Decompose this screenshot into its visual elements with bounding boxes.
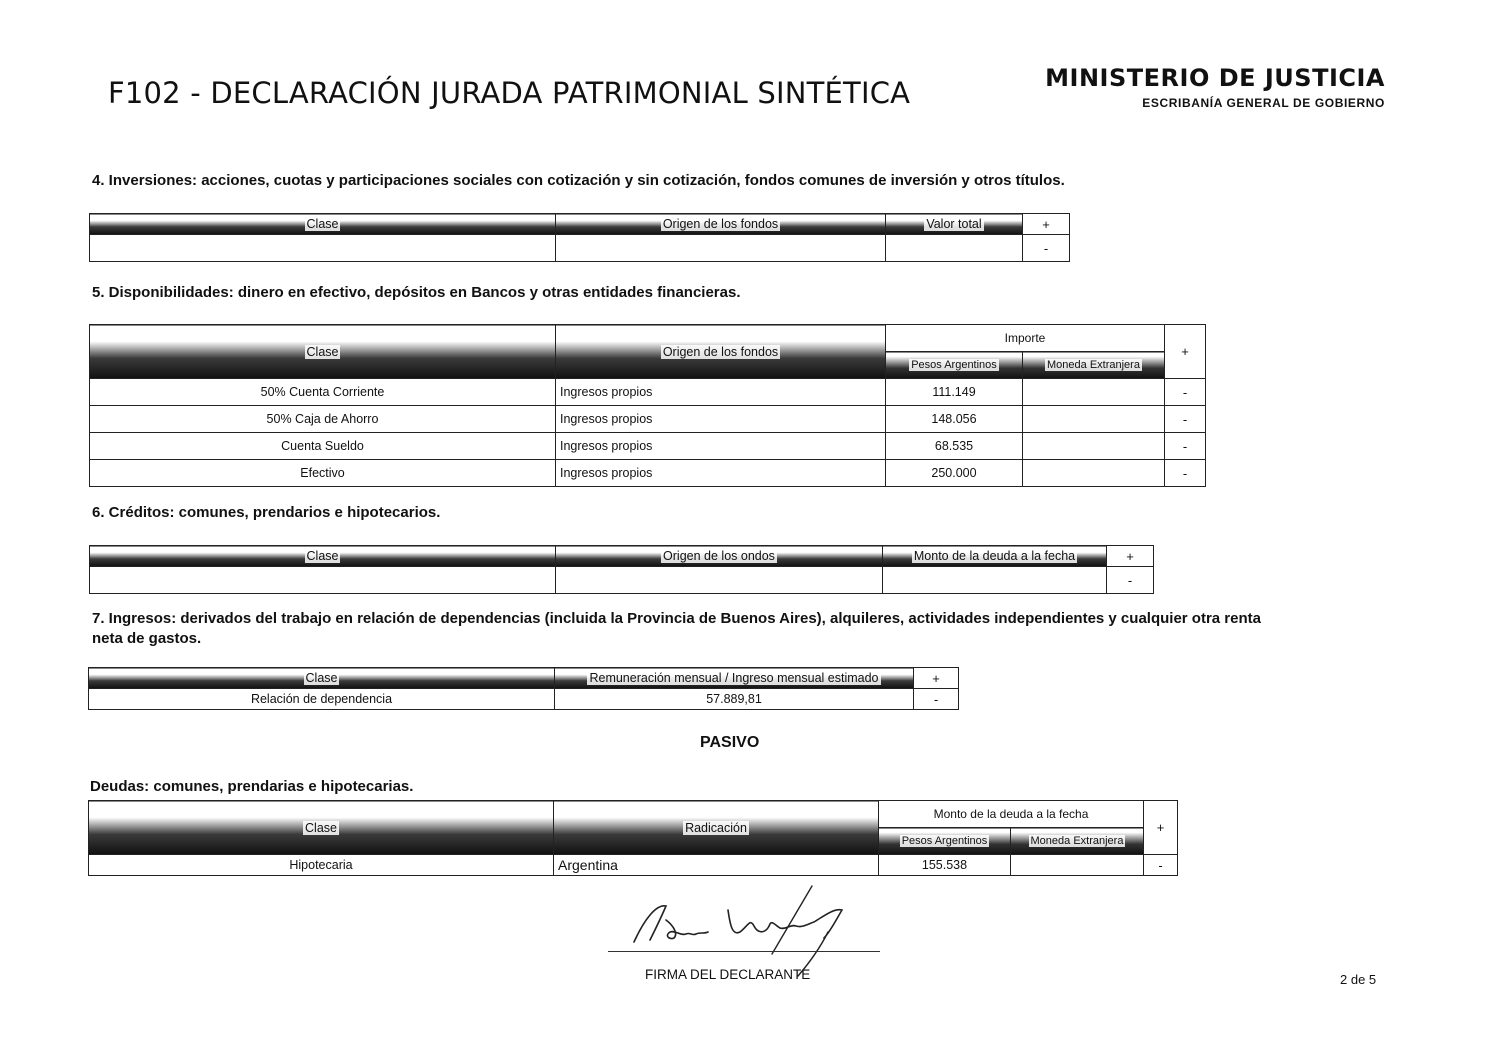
remove-row-button[interactable]: - — [1165, 379, 1206, 406]
col-header-pesos: Pesos Argentinos — [886, 352, 1023, 379]
credits-table — [89, 545, 1154, 594]
deudas-title: Deudas: comunes, prendarias e hipotecarias. — [90, 778, 414, 795]
col-header-remuneracion: Remuneración mensual / Ingreso mensual estimado — [555, 668, 914, 689]
col-header-clase: Clase — [89, 668, 555, 689]
cell-origen: Ingresos propios — [556, 406, 886, 433]
table-row — [90, 433, 1206, 460]
office-name: ESCRIBANÍA GENERAL DE GOBIERNO — [1142, 96, 1385, 110]
add-row-button[interactable]: + — [1165, 325, 1206, 379]
table-row — [89, 689, 959, 710]
remove-row-button[interactable]: - — [1023, 235, 1070, 262]
cell-origen: Ingresos propios — [556, 460, 886, 487]
debts-table — [88, 800, 1178, 876]
cell-pesos: 68.535 — [886, 433, 1023, 460]
cell-monto: 57.889,81 — [555, 689, 914, 710]
remove-row-button[interactable]: - — [1165, 460, 1206, 487]
section-7-title-line2: neta de gastos. — [92, 630, 202, 647]
cell-origen: Ingresos propios — [556, 433, 886, 460]
add-row-button[interactable]: + — [1144, 801, 1178, 855]
col-header-importe: Importe — [886, 325, 1165, 352]
col-header-radicacion: Radicación — [554, 801, 879, 855]
ministry-header — [1045, 64, 1385, 110]
income-table — [88, 667, 959, 710]
section-6-title: 6. Créditos: comunes, prendarios e hipotecarios. — [92, 504, 441, 521]
investments-table — [89, 213, 1070, 262]
table-cell[interactable] — [883, 567, 1107, 594]
availabilities-table — [89, 324, 1206, 487]
col-header-origen: Origen de los fondos — [556, 325, 886, 379]
col-header-origen: Origen de los fondos — [556, 214, 886, 235]
col-header-moneda: Moneda Extranjera — [1011, 828, 1144, 855]
section-7-title-line1: 7. Ingresos: derivados del trabajo en relación de dependencias (incluida la Provincia de Buenos Aires), alquileres, actividades independientes y cualquier otra renta — [92, 610, 1261, 627]
col-header-moneda: Moneda Extranjera — [1023, 352, 1165, 379]
cell-pesos: 250.000 — [886, 460, 1023, 487]
col-header-monto: Monto de la deuda a la fecha — [879, 801, 1144, 828]
cell-clase: Cuenta Sueldo — [90, 433, 556, 460]
col-header-clase: Clase — [90, 546, 556, 567]
table-cell[interactable] — [90, 235, 556, 262]
cell-moneda — [1023, 379, 1165, 406]
table-cell[interactable] — [90, 567, 556, 594]
cell-pesos: 155.538 — [879, 855, 1011, 876]
page-number: 2 de 5 — [1340, 972, 1377, 987]
table-row — [90, 460, 1206, 487]
table-cell[interactable] — [556, 567, 883, 594]
document-title: F102 - DECLARACIÓN JURADA PATRIMONIAL SINTÉTICA — [108, 76, 911, 110]
table-cell[interactable] — [886, 235, 1023, 262]
cell-moneda — [1023, 460, 1165, 487]
table-cell[interactable] — [556, 235, 886, 262]
cell-clase: 50% Cuenta Corriente — [90, 379, 556, 406]
cell-radicacion: Argentina — [554, 855, 879, 876]
cell-pesos: 111.149 — [886, 379, 1023, 406]
remove-row-button[interactable]: - — [914, 689, 959, 710]
cell-moneda — [1023, 433, 1165, 460]
add-row-button[interactable]: + — [914, 668, 959, 689]
cell-pesos: 148.056 — [886, 406, 1023, 433]
cell-moneda — [1011, 855, 1144, 876]
cell-clase: Relación de dependencia — [89, 689, 555, 710]
col-header-monto: Monto de la deuda a la fecha — [883, 546, 1107, 567]
remove-row-button[interactable]: - — [1144, 855, 1178, 876]
cell-clase: Hipotecaria — [89, 855, 554, 876]
remove-row-button[interactable]: - — [1107, 567, 1154, 594]
col-header-clase: Clase — [90, 325, 556, 379]
cell-moneda — [1023, 406, 1165, 433]
add-row-button[interactable]: + — [1107, 546, 1154, 567]
section-4-title: 4. Inversiones: acciones, cuotas y participaciones sociales con cotización y sin cotización, fondos comunes de inversión y otros títulos. — [92, 172, 1065, 189]
col-header-valor-total: Valor total — [886, 214, 1023, 235]
col-header-pesos: Pesos Argentinos — [879, 828, 1011, 855]
col-header-clase: Clase — [90, 214, 556, 235]
cell-origen: Ingresos propios — [556, 379, 886, 406]
signature-line — [608, 951, 880, 952]
cell-clase: Efectivo — [90, 460, 556, 487]
table-row — [90, 406, 1206, 433]
add-row-button[interactable]: + — [1023, 214, 1070, 235]
remove-row-button[interactable]: - — [1165, 406, 1206, 433]
col-header-origen: Origen de los ondos — [556, 546, 883, 567]
cell-clase: 50% Caja de Ahorro — [90, 406, 556, 433]
col-header-clase: Clase — [89, 801, 554, 855]
pasivo-heading: PASIVO — [700, 734, 760, 751]
handwritten-signature — [620, 880, 860, 980]
table-row — [90, 379, 1206, 406]
section-5-title: 5. Disponibilidades: dinero en efectivo, depósitos en Bancos y otras entidades financieras. — [92, 284, 741, 301]
signature-label: FIRMA DEL DECLARANTE — [645, 967, 811, 982]
remove-row-button[interactable]: - — [1165, 433, 1206, 460]
ministry-name: MINISTERIO DE JUSTICIA — [1045, 64, 1385, 92]
table-row — [89, 855, 1178, 876]
